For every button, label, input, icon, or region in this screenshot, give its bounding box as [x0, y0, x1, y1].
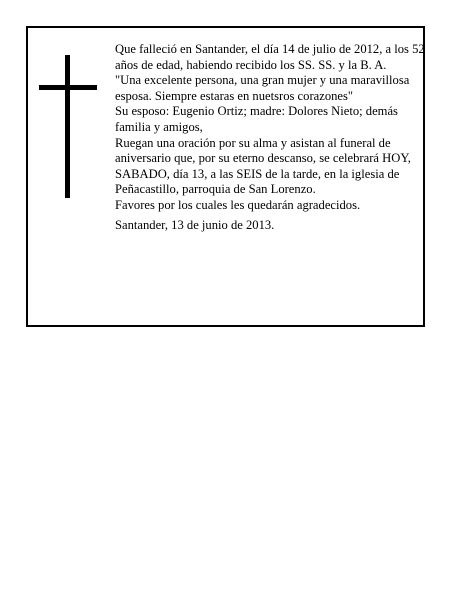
cross-horizontal-bar	[39, 85, 97, 90]
place-date-line: Santander, 13 de junio de 2013.	[115, 217, 275, 232]
gratitude-line: Favores por los cuales les quedarán agradecidos.	[115, 197, 361, 212]
cross-vertical-bar	[65, 55, 70, 198]
obituary-notice	[26, 26, 425, 327]
death-announcement: Que falleció en Santander, el día 14 de julio de 2012, a los 52 años de edad, habiendo recibido los SS. SS. y la B. A.	[115, 42, 425, 72]
funeral-invitation: Ruegan una oración por su alma y asistan al funeral de aniversario que, por su eterno descanso, se celebrará HOY, SABADO, día 13, a las SEIS de la tarde, en la iglesia de Peñacastillo, parroquia de San Lorenzo.	[115, 135, 411, 197]
family-list: Su esposo: Eugenio Ortiz; madre: Dolores Nieto; demás familia y amigos,	[115, 104, 398, 134]
obituary-text	[115, 42, 427, 233]
dedication-quote: "Una excelente persona, una gran mujer y una maravillosa esposa. Siempre estaras en nuetsros corazones"	[115, 73, 410, 103]
